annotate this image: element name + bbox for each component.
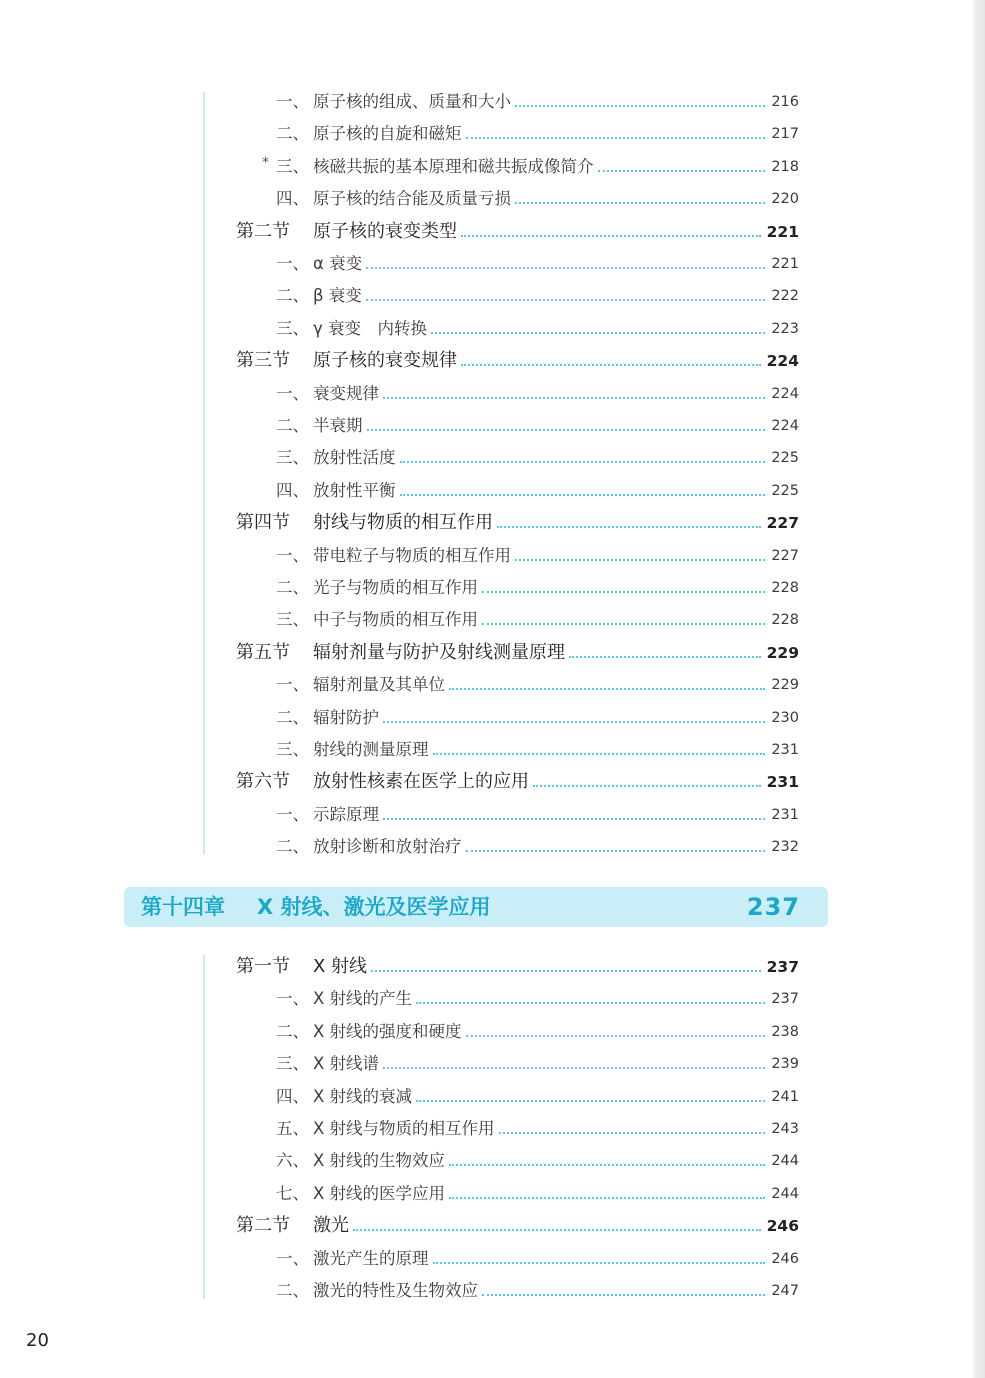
page-ref: 237 [766,958,799,976]
entry-number: 四、 [276,480,309,500]
leader-dots [598,142,765,172]
entry-title: γ 衰变 内转换 [313,318,428,338]
section-number: 第六节 [236,771,290,793]
page-ref: 221 [766,222,799,241]
page-ref: 241 [771,1088,799,1105]
page-ref: 244 [771,1153,799,1170]
leader-dots [383,1039,765,1069]
entry-title: 半衰期 [313,416,363,435]
entry-number: 二、 [276,1281,309,1300]
entry-title: α 衰变 [313,254,363,273]
entry-number: 一、 [276,545,309,565]
page-ref: 216 [771,94,799,110]
section-number: 第一节 [236,956,290,977]
entry-title: 射线的测量原理 [313,740,429,759]
page-ref: 231 [771,806,799,823]
page-ref: 224 [766,352,799,371]
entry-number: 四、 [276,1086,309,1106]
entry-number: 二、 [276,416,309,435]
leader-dots [449,1136,765,1166]
leader-dots [449,660,765,690]
entry-title: 核磁共振的基本原理和磁共振成像简介 [313,156,594,176]
leader-dots [366,271,765,301]
leader-dots [499,1104,765,1134]
section-number: 第二节 [236,1215,290,1237]
entry-number: 二、 [276,1021,309,1041]
leader-dots [416,974,765,1004]
section-number: 第五节 [236,641,290,663]
section-title: 原子核的衰变规律 [313,350,457,372]
leader-dots [371,942,761,972]
leader-dots [466,822,765,852]
leader-dots [383,693,765,723]
page-ref: 246 [771,1250,799,1267]
entry-number: 四、 [276,189,309,209]
leader-dots [366,239,765,269]
entry-title: 原子核的组成、质量和大小 [313,92,511,111]
entry-title: X 射线的衰减 [313,1086,413,1106]
section-title: 辐射剂量与防护及射线测量原理 [313,641,565,663]
page-ref: 237 [771,991,799,1008]
page-ref: 225 [771,450,799,467]
entry-title: 放射诊断和放射治疗 [313,837,462,857]
entry-number: 一、 [276,989,309,1009]
chapter-heading[interactable] [124,887,828,927]
leader-dots [533,757,761,787]
entry-number: 三、 [276,610,309,630]
page-ref: 221 [771,256,799,272]
toc-entry-row[interactable] [0,833,985,861]
entry-title: 衰变规律 [313,383,379,403]
leader-dots [569,628,761,658]
leader-dots [461,336,761,366]
section-title: X 射线 [313,956,368,977]
entry-number: 六、 [276,1151,309,1171]
section-number: 第三节 [236,350,290,372]
leader-dots [400,433,765,463]
page-ref: 223 [771,320,799,337]
toc-entry-row[interactable] [0,120,985,148]
toc-entry-row[interactable] [0,153,985,181]
page-ref: 225 [771,482,799,499]
page-ref: 222 [771,288,799,305]
leader-dots [416,1072,765,1102]
entry-title: 示踪原理 [313,804,379,824]
section-title: 激光 [313,1215,349,1237]
entry-number: 七、 [276,1183,309,1203]
page-ref: 224 [771,418,799,434]
entry-number: 一、 [276,92,309,111]
entry-number: 三、 [276,156,309,176]
toc-section-row[interactable] [0,509,985,537]
entry-number: 一、 [276,675,309,695]
entry-title: 原子核的自旋和磁矩 [313,124,462,144]
toc-entry-row[interactable] [0,477,985,505]
entry-title: 带电粒子与物质的相互作用 [313,545,511,565]
page-ref: 220 [771,191,799,208]
toc-entry-row[interactable] [0,606,985,634]
entry-number: 三、 [276,740,309,759]
leader-dots [353,1201,761,1231]
entry-title: 中子与物质的相互作用 [313,610,478,630]
entry-title: 辐射防护 [313,707,379,727]
entry-number: 二、 [276,286,309,306]
entry-title: 放射性平衡 [313,480,396,500]
entry-number: 二、 [276,124,309,144]
page-ref: 238 [771,1023,799,1040]
page-ref: 244 [771,1185,799,1202]
entry-number: 五、 [276,1119,309,1138]
entry-title: 光子与物质的相互作用 [313,578,478,597]
entry-number: 三、 [276,318,309,338]
page-ref: 228 [771,612,799,629]
entry-number: 二、 [276,837,309,857]
leader-dots [515,531,765,561]
leader-dots [497,498,761,528]
page-number: 20 [26,1330,49,1351]
entry-number: 二、 [276,707,309,727]
leader-dots [383,369,765,399]
section-number: 第四节 [236,512,290,534]
page-ref: 228 [771,580,799,596]
entry-number: 一、 [276,254,309,273]
page-ref: 247 [771,1283,799,1299]
entry-title: β 衰变 [313,286,362,306]
leader-dots [449,1169,765,1199]
page-ref: 232 [771,839,799,856]
page-ref: 243 [771,1121,799,1137]
page-ref: 239 [771,1056,799,1073]
entry-title: X 射线的医学应用 [313,1183,446,1203]
entry-number: 二、 [276,578,309,597]
toc-entry-row[interactable] [0,1083,985,1111]
page-ref: 217 [771,126,799,143]
entry-title: X 射线与物质的相互作用 [313,1119,495,1138]
entry-number: 一、 [276,383,309,403]
entry-number: 三、 [276,448,309,468]
page-ref: 224 [771,385,799,402]
section-title: 原子核的衰变类型 [313,220,457,242]
entry-title: 激光的特性及生物效应 [313,1281,478,1300]
entry-number: 一、 [276,804,309,824]
entry-number: 一、 [276,1248,309,1268]
toc-entry-row[interactable] [0,1277,985,1305]
leader-dots [482,1266,765,1296]
entry-title: 放射性活度 [313,448,396,468]
leader-dots [400,466,765,496]
entry-title: X 射线的强度和硬度 [313,1021,462,1041]
leader-dots [515,77,765,107]
entry-title: X 射线谱 [313,1054,380,1074]
page-ref: 229 [766,643,799,662]
chapter-title: X 射线、激光及医学应用 [257,895,491,919]
leader-dots [433,1234,765,1264]
entry-title: 原子核的结合能及质量亏损 [313,189,511,209]
chapter-page: 237 [746,893,800,921]
leader-dots [433,725,765,755]
toc-entry-row[interactable] [0,736,985,764]
leader-dots [466,109,765,139]
leader-dots [431,304,765,334]
entry-title: X 射线的产生 [313,989,413,1009]
section-title: 放射性核素在医学上的应用 [313,771,529,793]
entry-number: 三、 [276,1054,309,1074]
leader-dots [466,1007,765,1037]
page-ref: 230 [771,709,799,726]
chapter-number: 第十四章 [141,895,225,919]
page-ref: 227 [771,547,799,564]
optional-marker: * [262,154,269,171]
page-ref: 231 [771,742,799,758]
page-ref: 227 [766,514,799,533]
page-ref: 218 [771,158,799,175]
leader-dots [482,595,765,625]
entry-title: 激光产生的原理 [313,1248,429,1268]
leader-dots [461,207,761,237]
entry-title: 辐射剂量及其单位 [313,675,445,695]
page-ref: 229 [771,677,799,694]
section-title: 射线与物质的相互作用 [313,512,493,534]
leader-dots [482,563,765,593]
page-ref: 231 [766,773,799,792]
leader-dots [383,790,765,820]
entry-title: X 射线的生物效应 [313,1151,446,1171]
leader-dots [367,401,765,431]
leader-dots [515,174,765,204]
page-ref: 246 [766,1217,799,1236]
section-number: 第二节 [236,220,290,242]
